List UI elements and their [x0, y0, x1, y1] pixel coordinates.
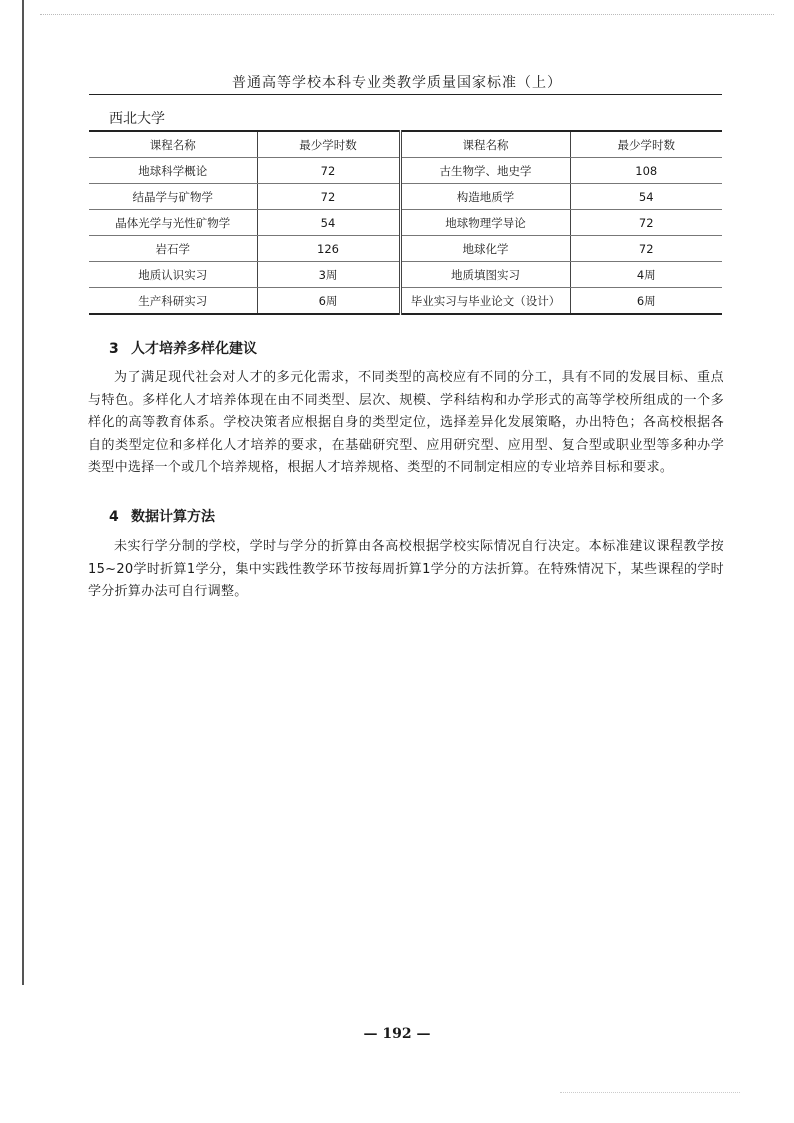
- scan-edge-line: [22, 0, 24, 985]
- table-cell: 72: [570, 210, 722, 236]
- table-cell: 72: [570, 236, 722, 262]
- table-school-label: 西北大学: [109, 111, 165, 127]
- table-row: [89, 262, 722, 288]
- table-cell: 构造地质学: [400, 184, 570, 210]
- table-cell: 地质认识实习: [89, 262, 257, 288]
- section-heading: [109, 338, 257, 358]
- table-cell: 3周: [257, 262, 400, 288]
- table-row: [89, 184, 722, 210]
- course-hours-table: [89, 130, 722, 315]
- table-cell: 6周: [570, 288, 722, 315]
- table-cell: 毕业实习与毕业论文（设计）: [400, 288, 570, 315]
- scan-top-artifact: [40, 14, 774, 16]
- table-row: [89, 288, 722, 315]
- section-heading: [109, 506, 215, 526]
- scan-bottom-artifact: [560, 1092, 740, 1094]
- table-row: [89, 210, 722, 236]
- page-number: — 192 —: [363, 1026, 431, 1042]
- running-head-title: 普通高等学校本科专业类教学质量国家标准（上）: [232, 75, 562, 91]
- section-paragraph: 为了满足现代社会对人才的多元化需求，不同类型的高校应有不同的分工，具有不同的发展目标、重点与特色。多样化人才培养体现在由不同类型、层次、规模、学科结构和办学形式的高等学校所组成的一个多样化的高等教育体系。学校决策者应根据自身的类型定位，选择差异化发展策略，办出特色；各高校根据各自的类型定位和多样化人才培养的要求，在基础研究型、应用研究型、应用型、复合型或职业型等多种办学类型中选择一个或几个培养规格，根据人才培养规格、类型的不同制定相应的专业培养目标和要求。: [88, 370, 724, 475]
- header-rule: [89, 94, 722, 95]
- column-header: 课程名称: [400, 131, 570, 158]
- column-header: 最少学时数: [257, 131, 400, 158]
- section-number: 3: [109, 341, 119, 357]
- table-cell: 108: [570, 158, 722, 184]
- table-cell: 4周: [570, 262, 722, 288]
- table-cell: 6周: [257, 288, 400, 315]
- table-row: [89, 236, 722, 262]
- table-cell: 地球科学概论: [89, 158, 257, 184]
- column-header: 课程名称: [89, 131, 257, 158]
- table-cell: 生产科研实习: [89, 288, 257, 315]
- table-cell: 54: [257, 210, 400, 236]
- table-cell: 古生物学、地史学: [400, 158, 570, 184]
- table-header-row: [89, 131, 722, 158]
- section-number: 4: [109, 509, 119, 525]
- section-paragraph: 未实行学分制的学校，学时与学分的折算由各高校根据学校实际情况自行决定。本标准建议课程教学按15~20学时折算1学分，集中实践性教学环节按每周折算1学分的方法折算。在特殊情况下，某些课程的学时学分折算办法可自行调整。: [88, 539, 724, 599]
- table-cell: 岩石学: [89, 236, 257, 262]
- table-cell: 结晶学与矿物学: [89, 184, 257, 210]
- table-cell: 地球化学: [400, 236, 570, 262]
- table-cell: 晶体光学与光性矿物学: [89, 210, 257, 236]
- table-row: [89, 158, 722, 184]
- table-cell: 72: [257, 184, 400, 210]
- column-header: 最少学时数: [570, 131, 722, 158]
- table-cell: 地质填图实习: [400, 262, 570, 288]
- section-title-text: 数据计算方法: [131, 509, 215, 525]
- table-cell: 72: [257, 158, 400, 184]
- section-title-text: 人才培养多样化建议: [131, 341, 257, 357]
- table-cell: 地球物理学导论: [400, 210, 570, 236]
- table-cell: 126: [257, 236, 400, 262]
- table-cell: 54: [570, 184, 722, 210]
